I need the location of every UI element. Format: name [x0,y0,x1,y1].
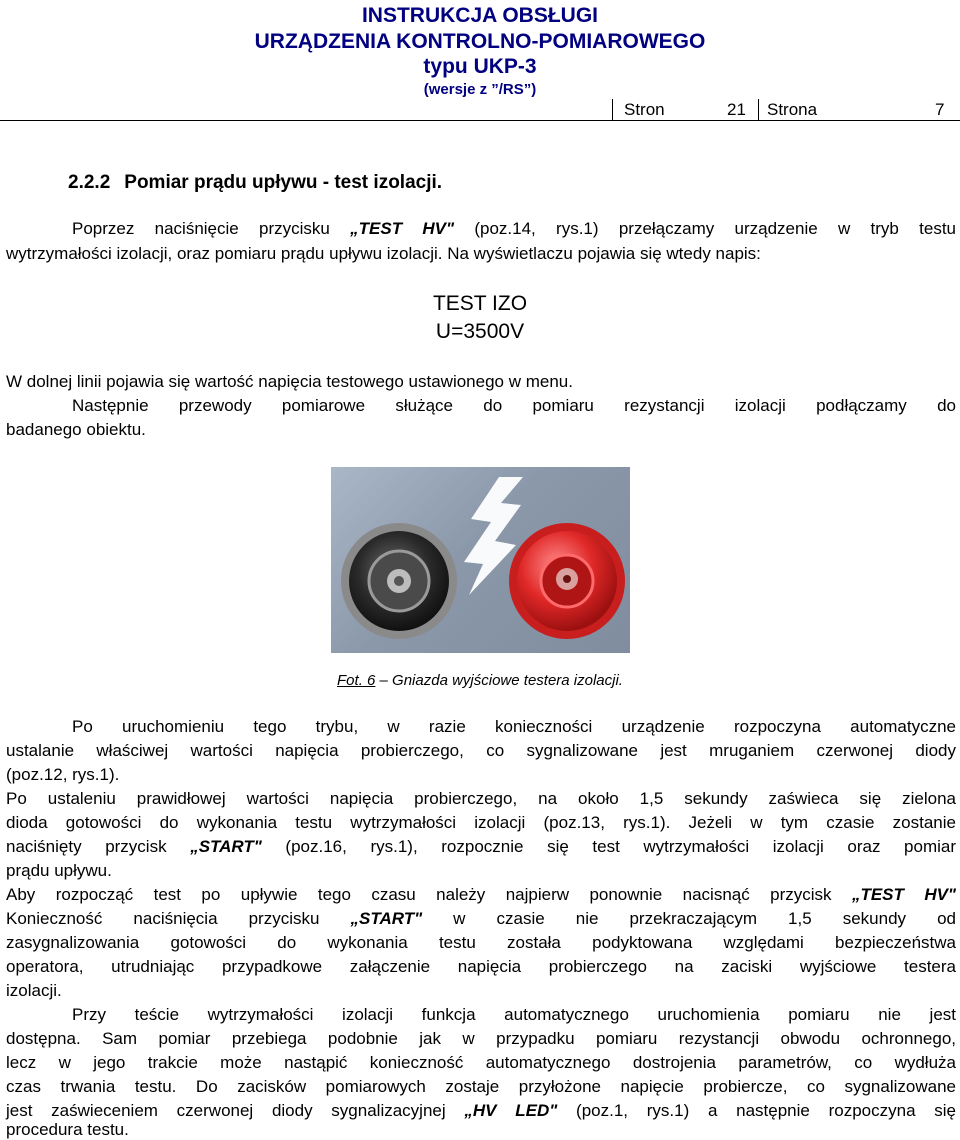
paragraph-line: dostępna. Sam pomiar przebiega podobnie jak w przypadku pomiaru rezystancji obwodu ochronnego, [6,1029,956,1048]
paragraph-line: W dolnej linii pojawia się wartość napięcia testowego ustawionego w menu. [6,372,573,391]
paragraph-line: badanego obiektu. [6,420,146,439]
page-label: Strona [767,100,818,119]
paragraph-line: Przy teście wytrzymałości izolacji funkcja automatycznego uruchomienia pomiaru nie jest [72,1005,956,1024]
button-name: „TEST HV" [350,219,455,238]
paragraph-line: Następnie przewody pomiarowe służące do pomiaru rezystancji izolacji podłączamy do [72,396,956,415]
figure-caption: Fot. 6 – Gniazda wyjściowe testera izolacji. [337,672,623,689]
button-name: „START" [350,909,423,928]
paragraph-line: (poz.12, rys.1). [6,765,120,784]
paragraph-line: Konieczność naciśnięcia przycisku „START" w czasie nie przekraczającym 1,5 sekundy od [6,909,956,928]
paragraph-line: prądu upływu. [6,861,112,880]
version-note: (wersje z ”/RS”) [423,81,537,98]
button-name: „TEST HV" [851,885,956,904]
paragraph-line: procedura testu. [6,1120,129,1139]
doc-subtitle: URZĄDZENIA KONTROLNO-POMIAROWEGO [254,30,706,53]
section-title: Pomiar prądu upływu - test izolacji. [124,172,443,193]
paragraph-line: naciśnięty przycisk „START" (poz.16, rys.1), rozpocznie się test wytrzymałości izolacji oraz pomiar [6,837,957,856]
device-type: typu UKP-3 [423,55,537,78]
pages-value: 21 [727,100,746,119]
paragraph-line: zasygnalizowania gotowości do wykonania testu została podyktowana względami bezpieczeństwa [6,933,956,952]
page-info [610,100,960,120]
output-sockets-photo [331,467,630,653]
paragraph-line: Po ustaleniu prawidłowej wartości napięcia probierczego, na około 1,5 sekundy zaświeca się zielona [6,789,956,808]
paragraph-line: czas trwania testu. Do zacisków pomiarowych zostaje przyłożone napięcie probiercze, co sygnalizowane [6,1077,956,1096]
button-name: „START" [190,837,262,856]
display-line-1: TEST IZO [432,292,528,315]
paragraph-line: Po uruchomieniu tego trybu, w razie konieczności urządzenie rozpoczyna automatyczne [72,717,956,736]
header-separator [612,99,613,121]
doc-title: INSTRUKCJA OBSŁUGI [361,4,599,27]
page-value: 7 [935,100,945,119]
paragraph-line: ustalanie właściwej wartości napięcia probierczego, co sygnalizowane jest mruganiem czerwonej diody [6,741,956,760]
paragraph-line: jest zaświeceniem czerwonej diody sygnalizacyjnej „HV LED" (poz.1, rys.1) a następnie rozpoczyna się [6,1101,956,1120]
display-line-2: U=3500V [435,320,525,343]
paragraph-line: Aby rozpocząć test po upływie tego czasu należy najpierw ponownie nacisnąć przycisk „TEST HV" [6,885,956,904]
section-heading [68,172,442,194]
sockets-illustration [331,467,630,653]
paragraph-line: lecz w jego trakcie może nastąpić konieczność automatycznego dostrojenia parametrów, co wydłuża [6,1053,956,1072]
paragraph-line: Poprzez naciśnięcie przycisku „TEST HV" (poz.14, rys.1) przełączamy urządzenie w tryb testu [72,219,956,238]
paragraph-line: izolacji. [6,981,62,1000]
led-name: „HV LED" [464,1101,558,1120]
section-number: 2.2.2 [68,172,111,193]
pages-label: Stron [624,100,665,119]
paragraph-line: operatora, utrudniając przypadkowe załączenie napięcia probierczego na zaciski wyjściowe testera [6,957,956,976]
paragraph-line: wytrzymałości izolacji, oraz pomiaru prądu upływu izolacji. Na wyświetlaczu pojawia się wtedy napis: [6,244,761,263]
header-rule [0,120,960,121]
header-separator [758,99,759,121]
paragraph-line: dioda gotowości do wykonania testu wytrzymałości izolacji (poz.13, rys.1). Jeżeli w tym czasie zostanie [6,813,956,832]
